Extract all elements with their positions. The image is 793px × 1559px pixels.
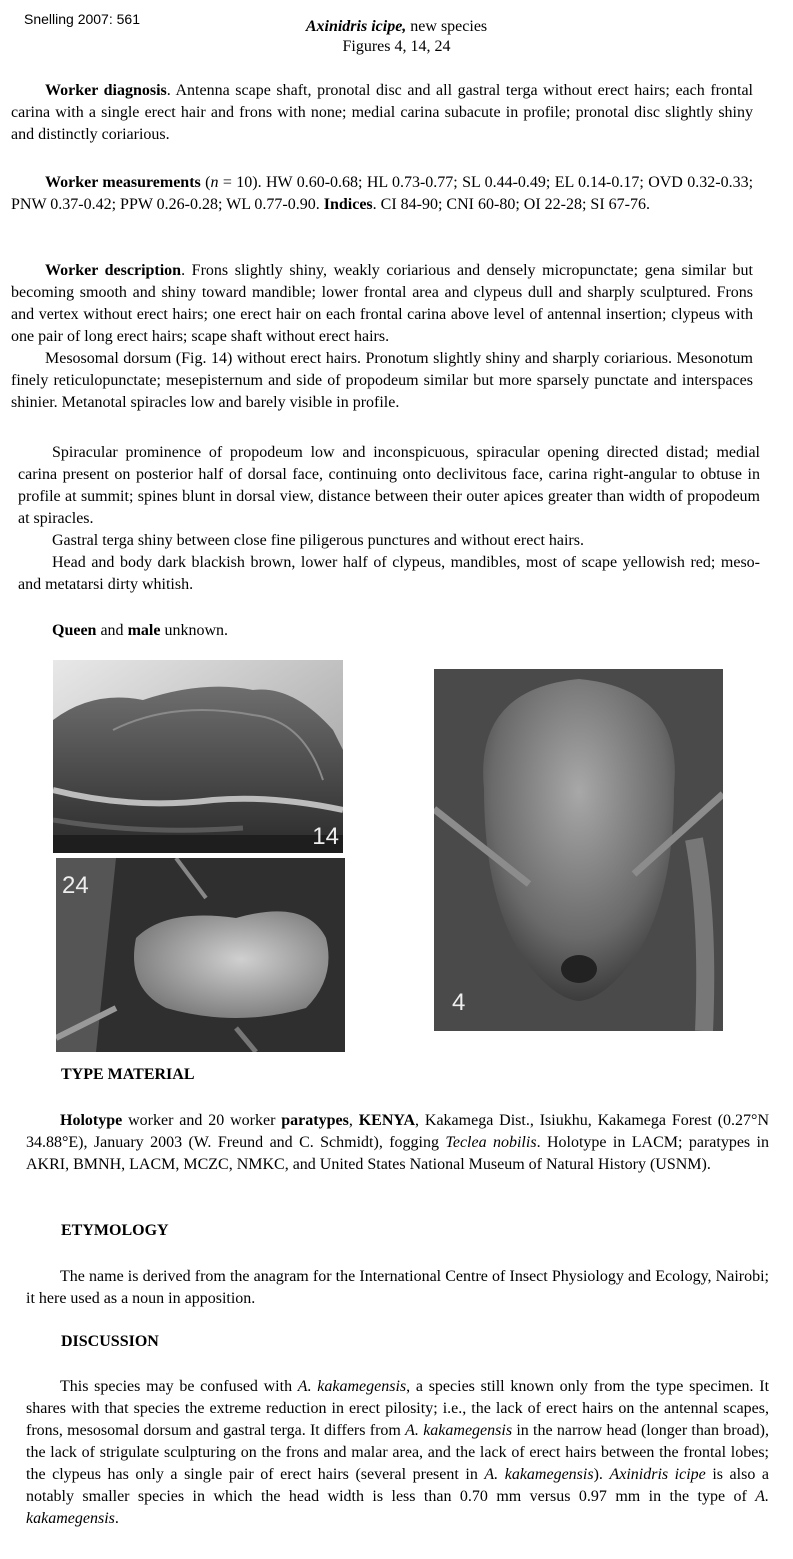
holotype-label: Holotype	[60, 1112, 123, 1129]
figure-4-drawing	[434, 669, 723, 1031]
description-label: Worker description	[45, 262, 182, 279]
gaster-paragraph	[18, 530, 760, 552]
figure-4-label: 4	[452, 989, 466, 1016]
type-material-heading: TYPE MATERIAL	[61, 1066, 195, 1083]
description-p5: Head and body dark blackish brown, lower half of clypeus, mandibles, most of scape yellowish red; meso- and metatarsi dirty whitish.	[18, 554, 760, 593]
type-text-3: , Kakamega Dist., Isiukhu, Kakamega Forest (0.27°N 34.88°E), January 2003 (W. Freund and C. Schmidt), fogging	[26, 1112, 769, 1151]
discussion-text-c: in the narrow head (longer than broad), the lack of strigulate sculpturing on the frons and malar area, and the lack of erect hairs between the frontal lobes; the clypeus has only a single pair of erect hairs (several present in	[26, 1422, 770, 1483]
figure-14-label: 14	[312, 823, 339, 850]
figure-24-drawing	[56, 858, 345, 1052]
description-p2: Mesosomal dorsum (Fig. 14) without erect hairs. Pronotum slightly shiny and sharply coriarious. Mesonotum finely reticulopunctate; mesepisternum and side of propodeum similar but more sparsely punctate and interspaces shinier. Metanotal spiracles low and barely visible in profile.	[11, 350, 753, 411]
species-ref-3: A. kakamegensis	[484, 1466, 594, 1483]
species-name: Axinidris icipe,	[305, 18, 407, 35]
worker-diagnosis-paragraph	[11, 80, 753, 146]
species-ref-1: A. kakamegensis	[297, 1378, 407, 1395]
etymology-heading: ETYMOLOGY	[61, 1222, 169, 1239]
male-label: male	[127, 622, 161, 639]
discussion-heading: DISCUSSION	[61, 1333, 159, 1350]
species-title	[0, 17, 793, 37]
n-variable: n	[210, 174, 219, 191]
figure-14-image	[53, 660, 343, 853]
queen-male-and: and	[96, 622, 128, 639]
figure-24-label: 24	[62, 872, 89, 899]
diagnosis-text: . Antenna scape shaft, pronotal disc and all gastral terga without erect hairs; each frontal carina with a single erect hair and frons with none; medial carina subacute in profile; pronotal disc slightly shiny and distinctly coriarious.	[11, 82, 753, 143]
description-p1: . Frons slightly shiny, weakly coriarious and densely micropunctate; gena similar but becoming smooth and shiny toward mandible; lower frontal area and clypeus dull and sharply sculptured. Frons and vertex without erect hairs; one erect hair on each frontal carina above level of antennal insertion; clypeus with one pair of long erect hairs; scape shaft without erect hairs.	[11, 262, 753, 345]
measurements-open: (	[200, 174, 211, 191]
queen-label: Queen	[52, 622, 97, 639]
etymology-text: The name is derived from the anagram for the International Centre of Insect Physiology and Ecology, Nairobi; it here used as a noun in apposition.	[26, 1268, 769, 1307]
species-ref-5: A. kakamegensis	[26, 1488, 769, 1527]
type-text-1: worker and 20 worker	[122, 1112, 282, 1129]
species-ref-2: A. kakamegensis	[405, 1422, 513, 1439]
queen-male-paragraph	[18, 620, 760, 642]
host-plant: Teclea nobilis	[445, 1134, 537, 1151]
diagnosis-label: Worker diagnosis	[45, 82, 167, 99]
description-p4: Gastral terga shiny between close fine piligerous punctures and without erect hairs.	[52, 532, 584, 549]
paratypes-label: paratypes	[281, 1112, 349, 1129]
citation: Snelling 2007: 561	[24, 11, 140, 27]
measurements-label: Worker measurements	[45, 174, 201, 191]
title-suffix: new species	[406, 18, 488, 35]
worker-measurements-paragraph	[11, 172, 753, 216]
species-ref-4: Axinidris icipe	[609, 1466, 706, 1483]
propodeum-paragraph	[18, 442, 760, 530]
discussion-text-f: .	[114, 1510, 119, 1527]
mesosoma-paragraph	[11, 348, 753, 414]
figure-4-image	[434, 669, 723, 1031]
etymology-paragraph	[26, 1266, 769, 1310]
discussion-text-e: is also a notably smaller species in which the head width is less than 0.70 mm versus 0.97 mm in the type of	[26, 1466, 769, 1505]
country-label: KENYA	[358, 1112, 416, 1129]
figure-24-image	[56, 858, 345, 1052]
title-block	[0, 17, 793, 57]
queen-male-rest: unknown.	[160, 622, 228, 639]
worker-description-paragraph	[11, 260, 753, 348]
indices-text: . CI 84-90; CNI 60-80; OI 22-28; SI 67-76.	[372, 196, 650, 213]
indices-label: Indices	[323, 196, 373, 213]
discussion-text-b: , a species still known only from the type specimen. It shares with that species the extreme reduction in erect pilosity; i.e., the lack of erect hairs on the antennal scapes, frons, mesosomal dorsum and gastral terga. It differs from	[26, 1378, 770, 1439]
color-paragraph	[18, 552, 760, 596]
description-p3: Spiracular prominence of propodeum low and inconspicuous, spiracular opening directed distad; medial carina present on posterior half of dorsal face, continuing onto declivitous face, carina right-angular to obtuse in profile at summit; spines blunt in dorsal view, distance between their outer apices greater than width of propodeum at spiracles.	[18, 444, 760, 527]
type-text-4: . Holotype in LACM; paratypes in AKRI, BMNH, LACM, MCZC, NMKC, and United States National Museum of Natural History (USNM).	[26, 1134, 769, 1173]
measurements-text: = 10). HW 0.60-0.68; HL 0.73-0.77; SL 0.44-0.49; EL 0.14-0.17; OVD 0.32-0.33; PNW 0.37-0.42; PPW 0.26-0.28; WL 0.77-0.90.	[11, 174, 754, 213]
type-text-2: ,	[348, 1112, 359, 1129]
type-material-paragraph	[26, 1110, 769, 1176]
figure-14-drawing	[53, 660, 343, 853]
discussion-text-d: ).	[593, 1466, 610, 1483]
discussion-paragraph	[26, 1376, 769, 1530]
discussion-text-a: This species may be confused with	[60, 1378, 298, 1395]
figure-references: Figures 4, 14, 24	[342, 38, 451, 55]
